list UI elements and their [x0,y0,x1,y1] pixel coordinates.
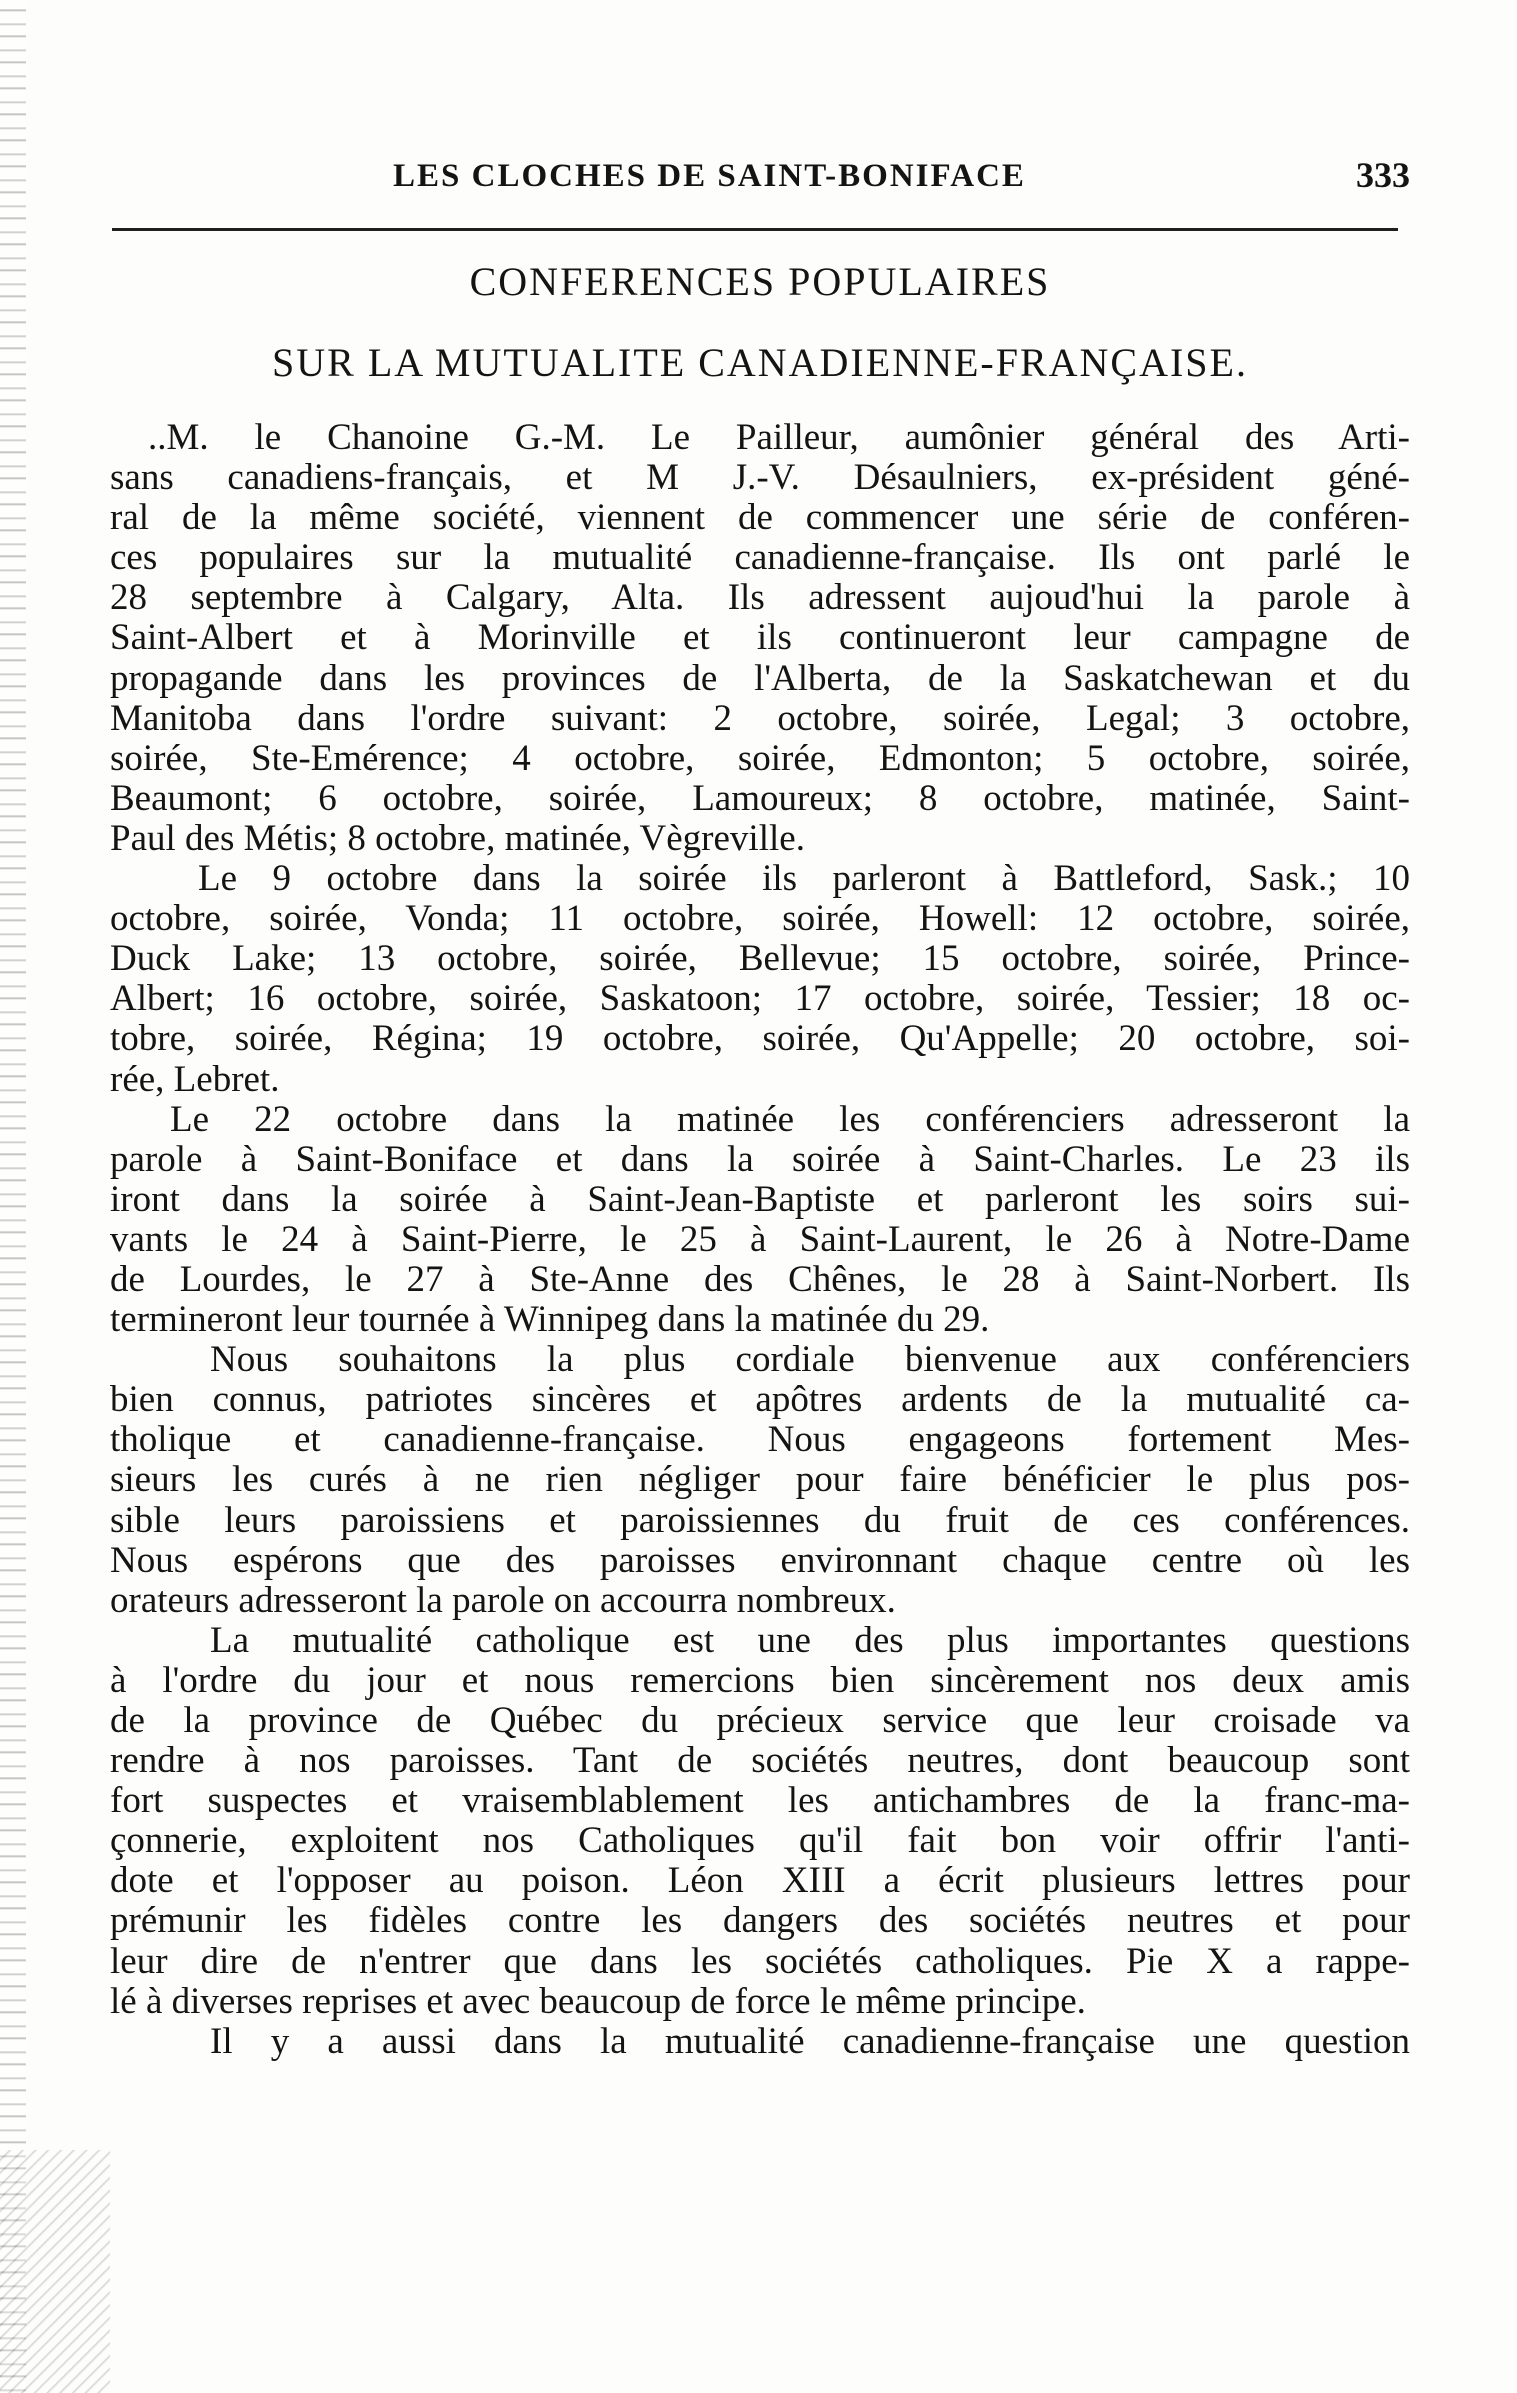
running-title: LES CLOCHES DE SAINT-BONIFACE [393,158,1026,194]
text-line: ral de la même société, viennent de commencer une série de conféren- [110,497,1410,539]
text-line: propagande dans les provinces de l'Alberta, de la Saskatchewan et du [110,657,1410,699]
text-line: à l'ordre du jour et nous remercions bien sincèrement nos deux amis [110,1659,1410,1701]
text-line: tholique et canadienne-française. Nous engageons fortement Mes- [110,1419,1410,1461]
text-line: parole à Saint-Boniface et dans la soirée à Saint-Charles. Le 23 ils [110,1138,1410,1180]
article-body [110,418,1410,2062]
text-line: Nous espérons que des paroisses environnant chaque centre où les [110,1539,1410,1581]
text-line: 28 septembre à Calgary, Alta. Ils adressent aujoud'hui la parole à [110,577,1410,619]
text-line: leur dire de n'entrer que dans les sociétés catholiques. Pie X a rappe- [110,1940,1410,1982]
text-line: bien connus, patriotes sincères et apôtres ardents de la mutualité ca- [110,1379,1410,1421]
text-line: çonnerie, exploitent nos Catholiques qu'il fait bon voir offrir l'anti- [110,1820,1410,1862]
text-line: Le 22 octobre dans la matinée les conférenciers adresseront la [170,1098,1410,1140]
header-rule [112,228,1398,231]
text-line: soirée, Ste-Emérence; 4 octobre, soirée, Edmonton; 5 octobre, soirée, [110,737,1410,779]
text-line: fort suspectes et vraisemblablement les antichambres de la franc-ma- [110,1780,1410,1822]
text-line: Manitoba dans l'ordre suivant: 2 octobre, soirée, Legal; 3 octobre, [110,697,1410,739]
text-line: iront dans la soirée à Saint-Jean-Baptiste et parleront les soirs sui- [110,1178,1410,1220]
text-line: tobre, soirée, Régina; 19 octobre, soirée, Qu'Appelle; 20 octobre, soi- [110,1018,1410,1060]
text-line: termineront leur tournée à Winnipeg dans la matinée du 29. [110,1299,990,1341]
text-line: La mutualité catholique est une des plus importantes questions [210,1619,1410,1661]
text-line: Le 9 octobre dans la soirée ils parleront à Battleford, Sask.; 10 [198,858,1410,900]
page-number: 333 [1356,155,1410,195]
article-subtitle: SUR LA MUTUALITE CANADIENNE-FRANÇAISE. [272,340,1248,385]
text-line: sieurs les curés à ne rien négliger pour faire bénéficier le plus pos- [110,1459,1410,1501]
text-line: sible leurs paroissiens et paroissiennes du fruit de ces conférences. [110,1499,1410,1541]
text-line: Beaumont; 6 octobre, soirée, Lamoureux; 8 octobre, matinée, Saint- [110,777,1410,819]
text-line: orateurs adresseront la parole on accourra nombreux. [110,1579,896,1621]
text-line: Il y a aussi dans la mutualité canadienne-française une question [210,2020,1410,2062]
text-line: Duck Lake; 13 octobre, soirée, Bellevue; 15 octobre, soirée, Prince- [110,938,1410,980]
text-line: rée, Lebret. [110,1058,280,1100]
text-line: octobre, soirée, Vonda; 11 octobre, soirée, Howell: 12 octobre, soirée, [110,898,1410,940]
text-line: lé à diverses reprises et avec beaucoup de force le même principe. [110,1980,1086,2022]
text-line: vants le 24 à Saint-Pierre, le 25 à Saint-Laurent, le 26 à Notre-Dame [110,1218,1410,1260]
text-line: de la province de Québec du précieux service que leur croisade va [110,1700,1410,1741]
running-head [110,150,1410,210]
text-line: de Lourdes, le 27 à Ste-Anne des Chênes, le 28 à Saint-Norbert. Ils [110,1258,1410,1300]
text-line: dote et l'opposer au poison. Léon XIII a écrit plusieurs lettres pour [110,1860,1410,1902]
text-line: ..M. le Chanoine G.-M. Le Pailleur, aumônier général des Arti- [148,417,1410,458]
scan-corner-noise [0,2150,110,2393]
text-line: Albert; 16 octobre, soirée, Saskatoon; 17 octobre, soirée, Tessier; 18 oc- [110,978,1410,1020]
text-line: sans canadiens-français, et M J.-V. Désaulniers, ex-président géné- [110,457,1410,499]
text-line: prémunir les fidèles contre les dangers des sociétés neutres et pour [110,1900,1410,1942]
scan-edge-noise [0,0,26,2393]
article-title: CONFERENCES POPULAIRES [469,259,1051,304]
text-line: ces populaires sur la mutualité canadienne-française. Ils ont parlé le [110,537,1410,579]
text-line: Paul des Métis; 8 octobre, matinée, Vègreville. [110,817,805,859]
text-line: rendre à nos paroisses. Tant de sociétés neutres, dont beaucoup sont [110,1740,1410,1782]
text-line: Nous souhaitons la plus cordiale bienvenue aux conférenciers [210,1339,1410,1381]
text-line: Saint-Albert et à Morinville et ils continueront leur campagne de [110,617,1410,659]
